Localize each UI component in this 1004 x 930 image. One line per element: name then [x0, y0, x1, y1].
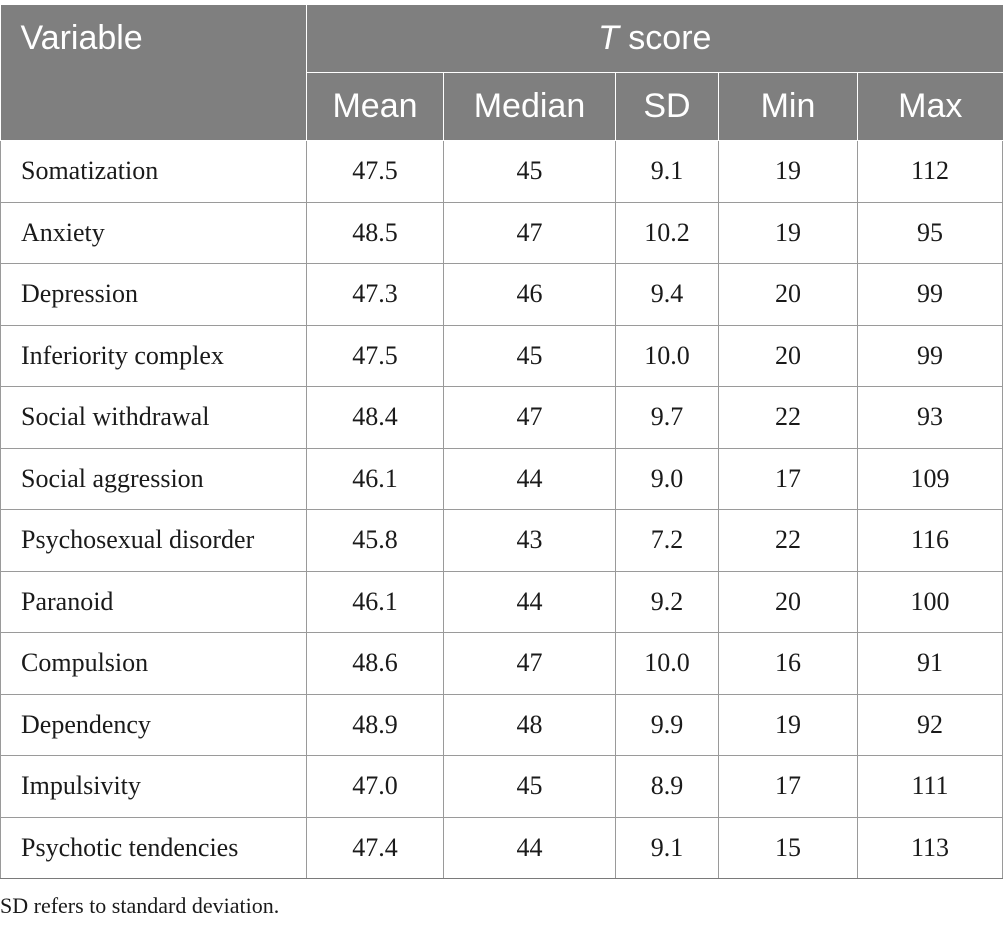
mean-cell: 48.5 — [307, 202, 444, 264]
t-score-group-label: score — [618, 19, 712, 57]
sd-cell: 7.2 — [616, 510, 719, 572]
sd-cell: 8.9 — [616, 756, 719, 818]
max-cell: 92 — [858, 694, 1003, 756]
variable-cell: Psychosexual disorder — [1, 510, 307, 572]
table-row — [1, 202, 1003, 264]
max-cell: 99 — [858, 264, 1003, 326]
mean-cell: 45.8 — [307, 510, 444, 572]
variable-cell: Dependency — [1, 694, 307, 756]
sd-column-header: SD — [616, 73, 719, 141]
sd-cell: 9.1 — [616, 817, 719, 879]
table-row — [1, 633, 1003, 695]
mean-cell: 46.1 — [307, 448, 444, 510]
sd-cell: 10.0 — [616, 325, 719, 387]
median-cell: 46 — [444, 264, 616, 326]
max-cell: 99 — [858, 325, 1003, 387]
sd-cell: 9.1 — [616, 141, 719, 203]
max-cell: 100 — [858, 571, 1003, 633]
table-row — [1, 448, 1003, 510]
table-row — [1, 387, 1003, 449]
median-cell: 45 — [444, 141, 616, 203]
table-row — [1, 264, 1003, 326]
min-cell: 22 — [719, 387, 858, 449]
min-cell: 19 — [719, 141, 858, 203]
max-column-header: Max — [858, 73, 1003, 141]
median-cell: 45 — [444, 325, 616, 387]
variable-cell: Depression — [1, 264, 307, 326]
max-cell: 116 — [858, 510, 1003, 572]
table-row — [1, 141, 1003, 203]
table-body — [1, 141, 1003, 879]
table-row — [1, 756, 1003, 818]
variable-cell: Social aggression — [1, 448, 307, 510]
variable-cell: Inferiority complex — [1, 325, 307, 387]
variable-cell: Social withdrawal — [1, 387, 307, 449]
max-cell: 93 — [858, 387, 1003, 449]
t-score-table — [0, 5, 1003, 879]
min-cell: 19 — [719, 202, 858, 264]
table-row — [1, 325, 1003, 387]
variable-cell: Somatization — [1, 141, 307, 203]
min-cell: 20 — [719, 264, 858, 326]
mean-cell: 47.3 — [307, 264, 444, 326]
min-column-header: Min — [719, 73, 858, 141]
variable-column-header: Variable — [1, 5, 307, 141]
mean-cell: 46.1 — [307, 571, 444, 633]
table-footnote: SD refers to standard deviation. — [0, 893, 280, 918]
max-cell: 95 — [858, 202, 1003, 264]
variable-cell: Impulsivity — [1, 756, 307, 818]
t-score-italic-letter: T — [598, 19, 619, 57]
mean-cell: 47.0 — [307, 756, 444, 818]
table-header — [1, 5, 1003, 141]
table-row — [1, 694, 1003, 756]
variable-cell: Paranoid — [1, 571, 307, 633]
median-cell: 44 — [444, 448, 616, 510]
min-cell: 19 — [719, 694, 858, 756]
median-cell: 44 — [444, 571, 616, 633]
min-cell: 17 — [719, 448, 858, 510]
max-cell: 109 — [858, 448, 1003, 510]
sd-cell: 9.0 — [616, 448, 719, 510]
t-score-group-header — [307, 5, 1003, 73]
sd-cell: 9.9 — [616, 694, 719, 756]
max-cell: 112 — [858, 141, 1003, 203]
median-cell: 43 — [444, 510, 616, 572]
median-cell: 47 — [444, 633, 616, 695]
median-cell: 47 — [444, 387, 616, 449]
sd-cell: 10.0 — [616, 633, 719, 695]
min-cell: 22 — [719, 510, 858, 572]
variable-cell: Compulsion — [1, 633, 307, 695]
statistics-table-container — [0, 5, 1002, 879]
median-cell: 45 — [444, 756, 616, 818]
median-cell: 44 — [444, 817, 616, 879]
variable-cell: Anxiety — [1, 202, 307, 264]
min-cell: 20 — [719, 325, 858, 387]
min-cell: 16 — [719, 633, 858, 695]
table-row — [1, 817, 1003, 879]
median-cell: 47 — [444, 202, 616, 264]
mean-column-header: Mean — [307, 73, 444, 141]
median-column-header: Median — [444, 73, 616, 141]
table-row — [1, 571, 1003, 633]
sd-cell: 9.4 — [616, 264, 719, 326]
sd-cell: 9.2 — [616, 571, 719, 633]
max-cell: 91 — [858, 633, 1003, 695]
median-cell: 48 — [444, 694, 616, 756]
mean-cell: 48.9 — [307, 694, 444, 756]
mean-cell: 47.5 — [307, 141, 444, 203]
max-cell: 113 — [858, 817, 1003, 879]
min-cell: 20 — [719, 571, 858, 633]
sd-cell: 10.2 — [616, 202, 719, 264]
sd-cell: 9.7 — [616, 387, 719, 449]
mean-cell: 47.4 — [307, 817, 444, 879]
mean-cell: 47.5 — [307, 325, 444, 387]
table-row — [1, 510, 1003, 572]
variable-cell: Psychotic tendencies — [1, 817, 307, 879]
min-cell: 15 — [719, 817, 858, 879]
mean-cell: 48.6 — [307, 633, 444, 695]
min-cell: 17 — [719, 756, 858, 818]
mean-cell: 48.4 — [307, 387, 444, 449]
max-cell: 111 — [858, 756, 1003, 818]
